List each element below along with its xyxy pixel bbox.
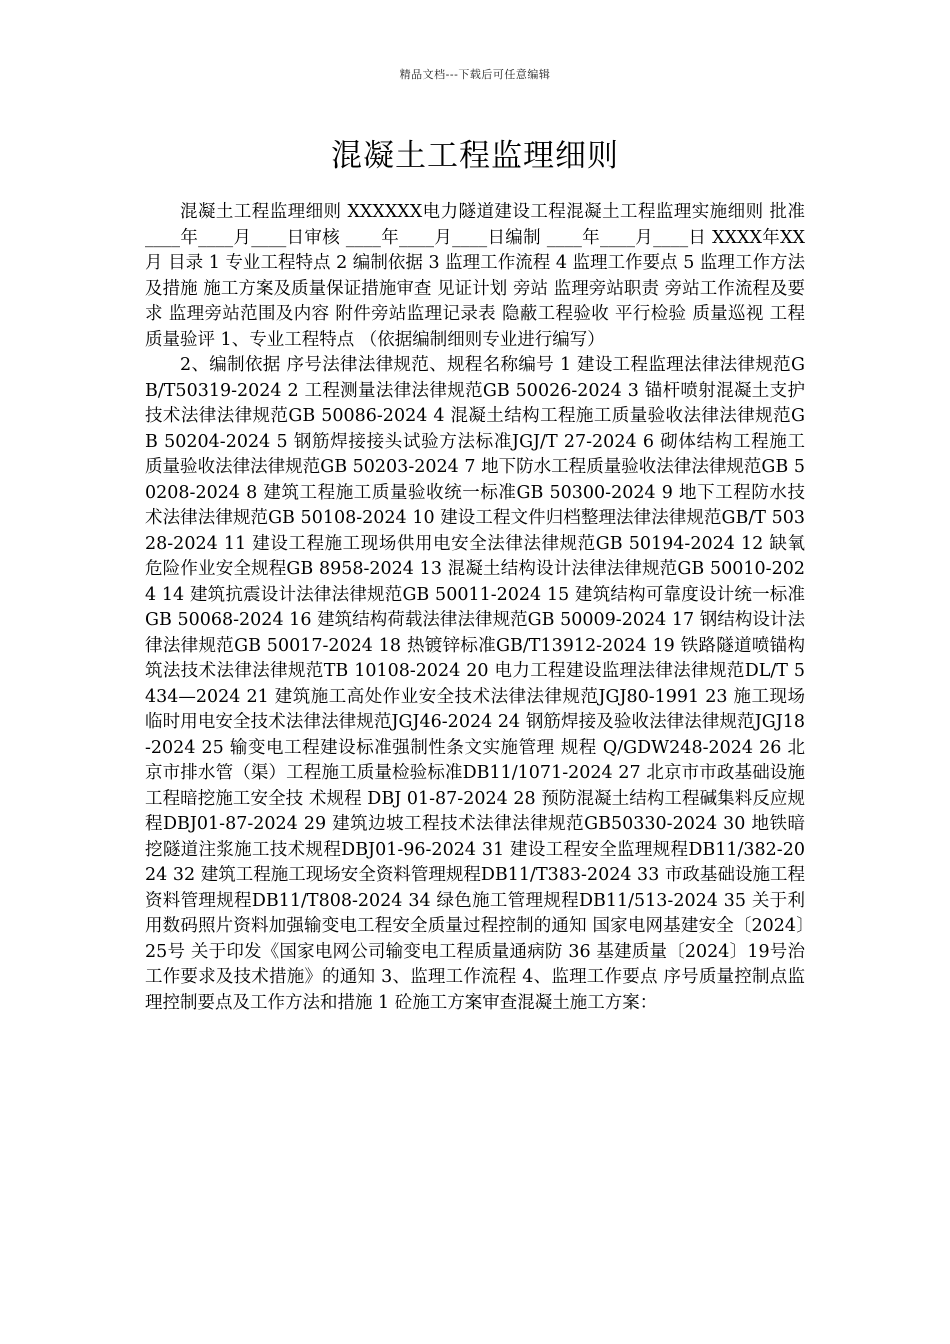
document-body — [145, 200, 805, 1016]
document-title: 混凝土工程监理细则 — [331, 138, 619, 174]
paragraph-basis: 2、编制依据 序号法律法律规范、规程名称编号 1 建设工程监理法律法律规范GB/T50319-2024 2 工程测量法律法律规范GB 50026-2024 3 锚杆喷射混凝土支护技术法律法律规范GB 50086-2024 4 混凝土结构工程施工质量验收法律法律规范GB 50204-2024 5 钢筋焊接接头试验方法标准JGJ/T 27-2024 6 砌体结构工程施工质量验收法律法律规范GB 50203-2024 7 地下防水工程质量验收法律法律规范GB 50208-2024 8 建筑工程施工质量验收统一标准GB 50300-2024 9 地下工程防水技术法律法律规范GB 50108-2024 10 建设工程文件归档整理法律法律规范GB/T 50328-2024 11 建设工程施工现场供用电安全法律法律规范GB 50194-2024 12 缺氧危险作业安全规程GB 8958-2024 13 混凝土结构设计法律法律规范GB 50010-2024 14 建筑抗震设计法律法律规范GB 50011-2024 15 建筑结构可靠度设计统一标准GB 50068-2024 16 建筑结构荷载法律法律规范GB 50009-2024 17 钢结构设计法律法律规范GB 50017-2024 18 热镀锌标准GB/T13912-2024 19 铁路隧道喷锚构筑法技术法律法律规范TB 10108-2024 20 电力工程建设监理法律法律规范DL/T 5434—2024 21 建筑施工高处作业安全技术法律法律规范JGJ80-1991 23 施工现场临时用电安全技术法律法律规范JGJ46-2024 24 钢筋焊接及验收法律法律规范JGJ18-2024 25 输变电工程建设标准强制性条文实施管理 规程 Q/GDW248-2024 26 北京市排水管（渠）工程施工质量检验标准DB11/1071-2024 27 北京市市政基础设施工程暗挖施工安全技 术规程 DBJ 01-87-2024 28 预防混凝土结构工程碱集料反应规程DBJ01-87-2024 29 建筑边坡工程技术法律法律规范GB50330-2024 30 地铁暗挖隧道注浆施工技术规程DBJ01-96-2024 31 建设工程安全监理规程DB11/382-2024 32 建筑工程施工现场安全资料管理规程DB11/T383-2024 33 市政基础设施工程资料管理规程DB11/T808-2024 34 绿色施工管理规程DB11/513-2024 35 关于利用数码照片资料加强输变电工程安全质量过程控制的通知 国家电网基建安全〔2024〕25号 关于印发《国家电网公司输变电工程质量通病防 36 基建质量〔2024〕19号治工作要求及技术措施》的通知 3、监理工作流程 4、监理工作要点 序号质量控制点监理控制要点及工作方法和措施 1 砼施工方案审查混凝土施工方案： — [145, 355, 805, 1013]
header-note: 精品文档---下载后可任意编辑 — [399, 68, 551, 81]
paragraph-intro: 混凝土工程监理细则 XXXXXX电力隧道建设工程混凝土工程监理实施细则 批准 ____年____月____日审核 ____年____月____日编制 ____年____月____日 XXXX年XX 月 目录 1 专业工程特点 2 编制依据 3 监理工作流程 4 监理工作要点 5 监理工作方法及措施 施工方案及质量保证措施审查 见证计划 旁站 监理旁站职责 旁站工作流程及要求 监理旁站范围及内容 附件旁站监理记录表 隐蔽工程验收 平行检验 质量巡视 工程质量验评 1、专业工程特点 （依据编制细则专业进行编写） — [145, 202, 805, 350]
